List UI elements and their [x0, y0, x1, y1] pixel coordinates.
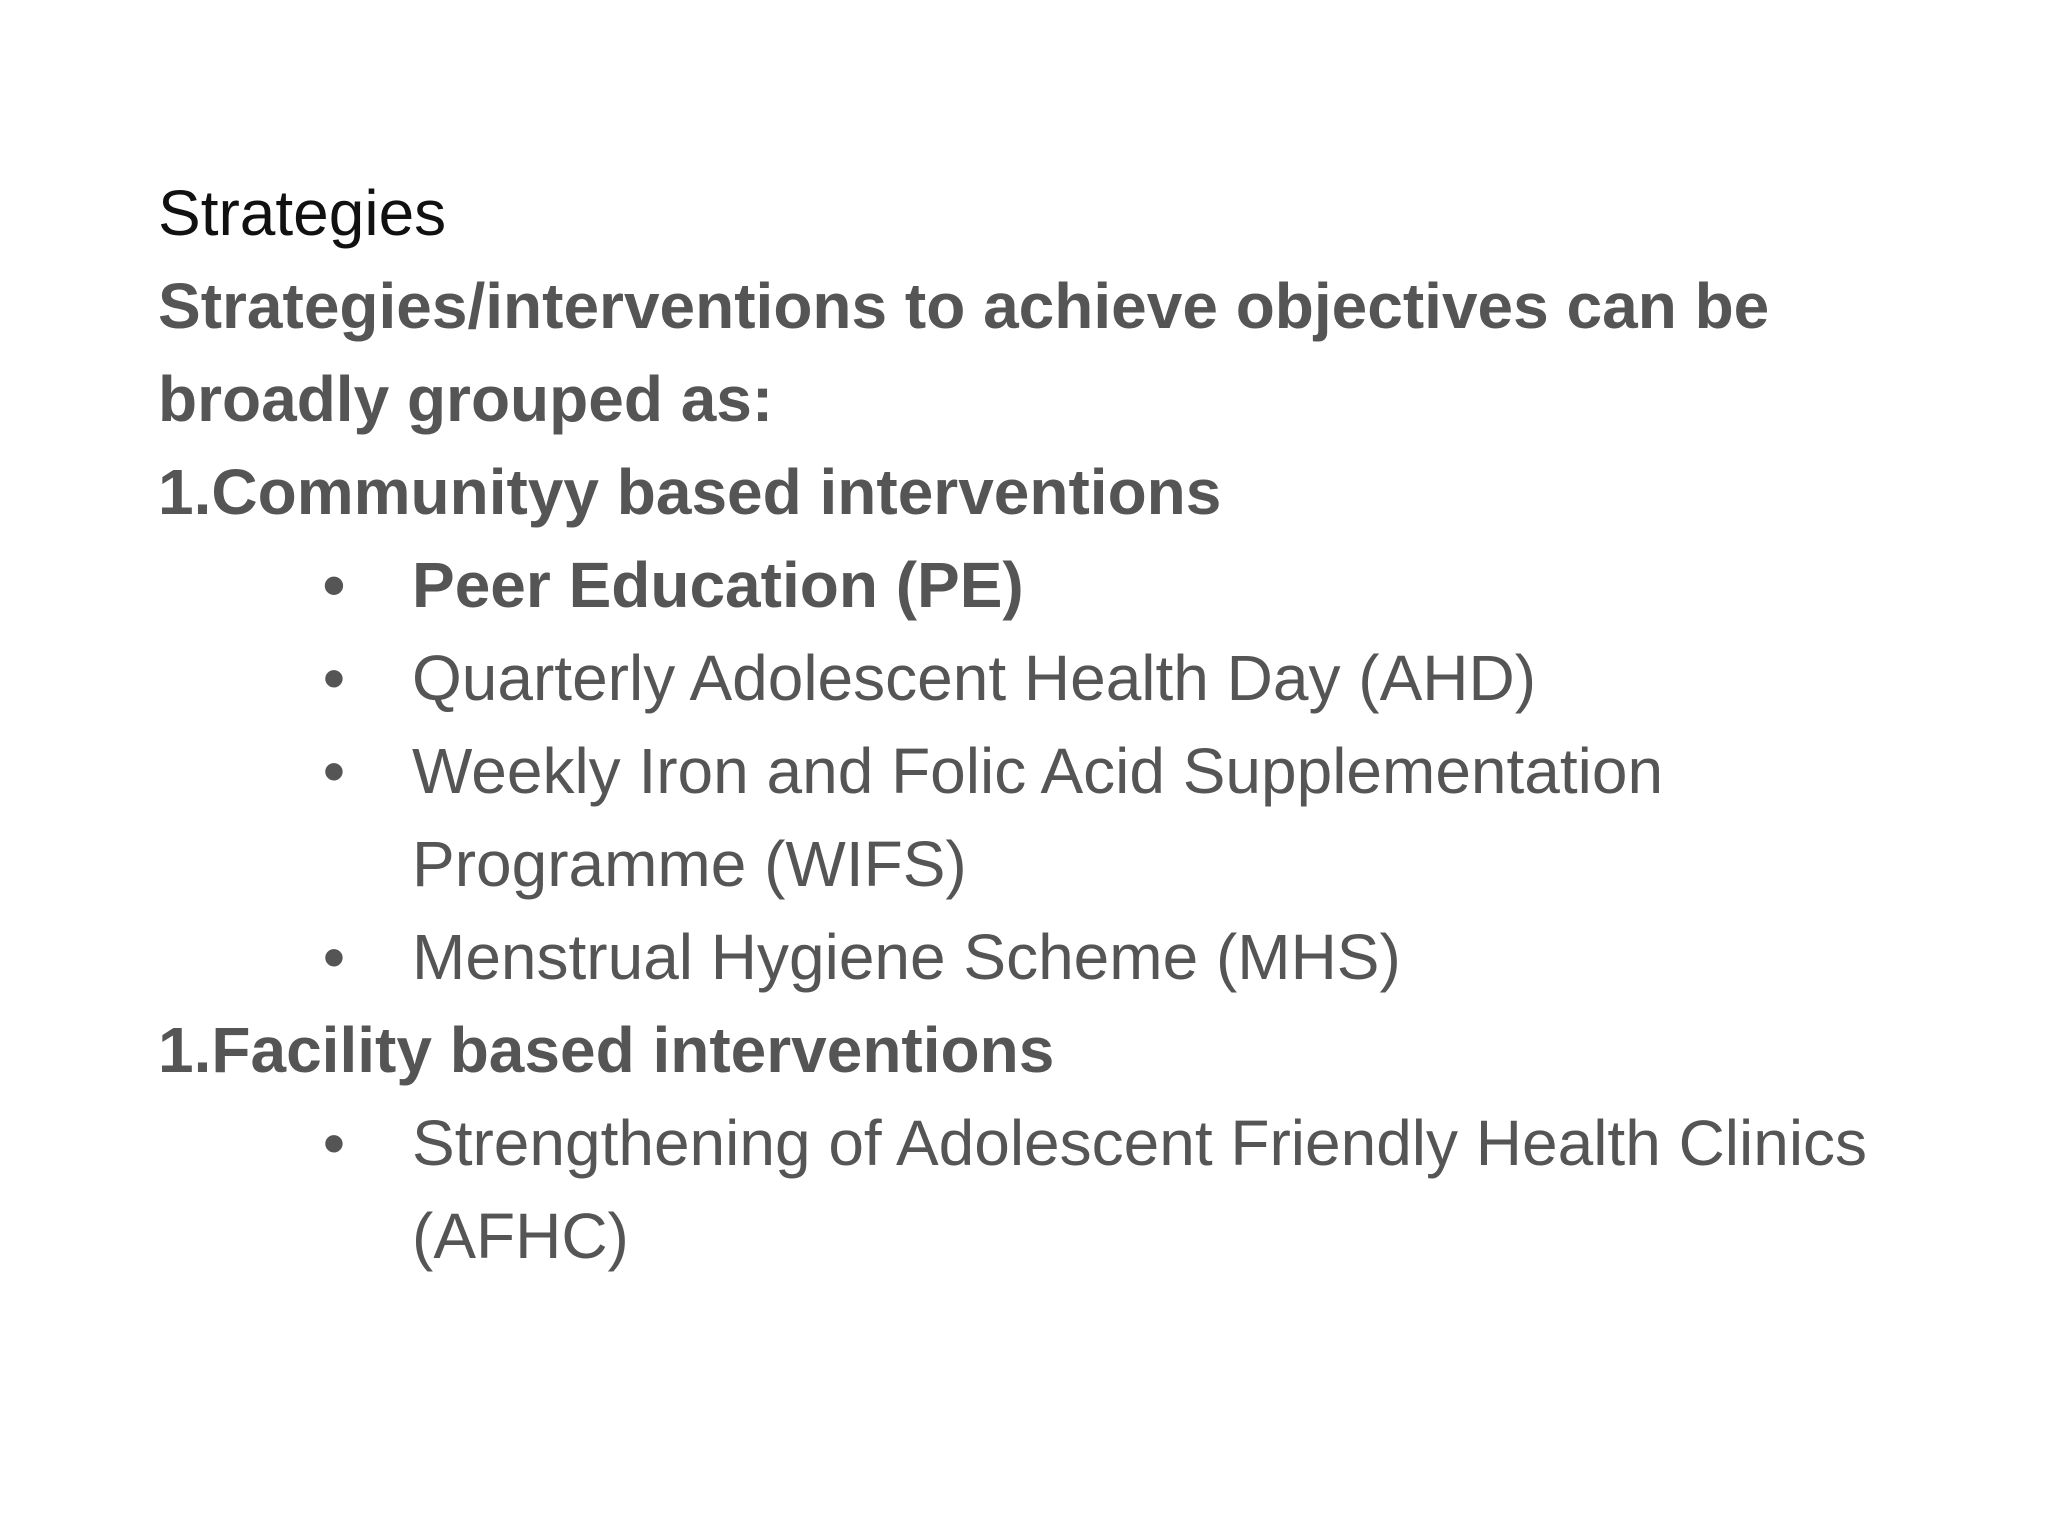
list-item-label: Peer Education (PE) — [412, 549, 1024, 621]
intro-text: Strategies/interventions to achieve objectives can be broadly grouped as: — [158, 270, 1770, 435]
bullet-icon: • — [322, 1107, 346, 1179]
bullet-icon: • — [322, 921, 346, 993]
community-interventions-list — [158, 539, 1918, 1004]
list-item-label: Menstrual Hygiene Scheme (MHS) — [412, 921, 1401, 993]
list-item-wifs — [158, 725, 1962, 911]
list-item-mhs — [158, 911, 1962, 1004]
list-item-label: Weekly Iron and Folic Acid Supplementation Programme (WIFS) — [412, 735, 1664, 900]
list-item-ahd — [158, 632, 1962, 725]
list-item-label: Quarterly Adolescent Health Day (AHD) — [412, 642, 1536, 714]
bullet-icon: • — [322, 549, 346, 621]
bullet-icon: • — [322, 735, 346, 807]
bullet-icon: • — [322, 642, 346, 714]
section-heading-facility: 1.Facility based interventions — [158, 1014, 1055, 1086]
list-item-peer-education — [158, 539, 1962, 632]
slide-content — [158, 166, 1918, 1283]
list-item-label: Strengthening of Adolescent Friendly Health Clinics (AFHC) — [412, 1107, 1868, 1272]
slide-title: Strategies — [158, 177, 447, 249]
list-item-afhc — [158, 1097, 1962, 1283]
facility-interventions-list — [158, 1097, 1918, 1283]
section-heading-community: 1.Communityy based interventions — [158, 456, 1222, 528]
